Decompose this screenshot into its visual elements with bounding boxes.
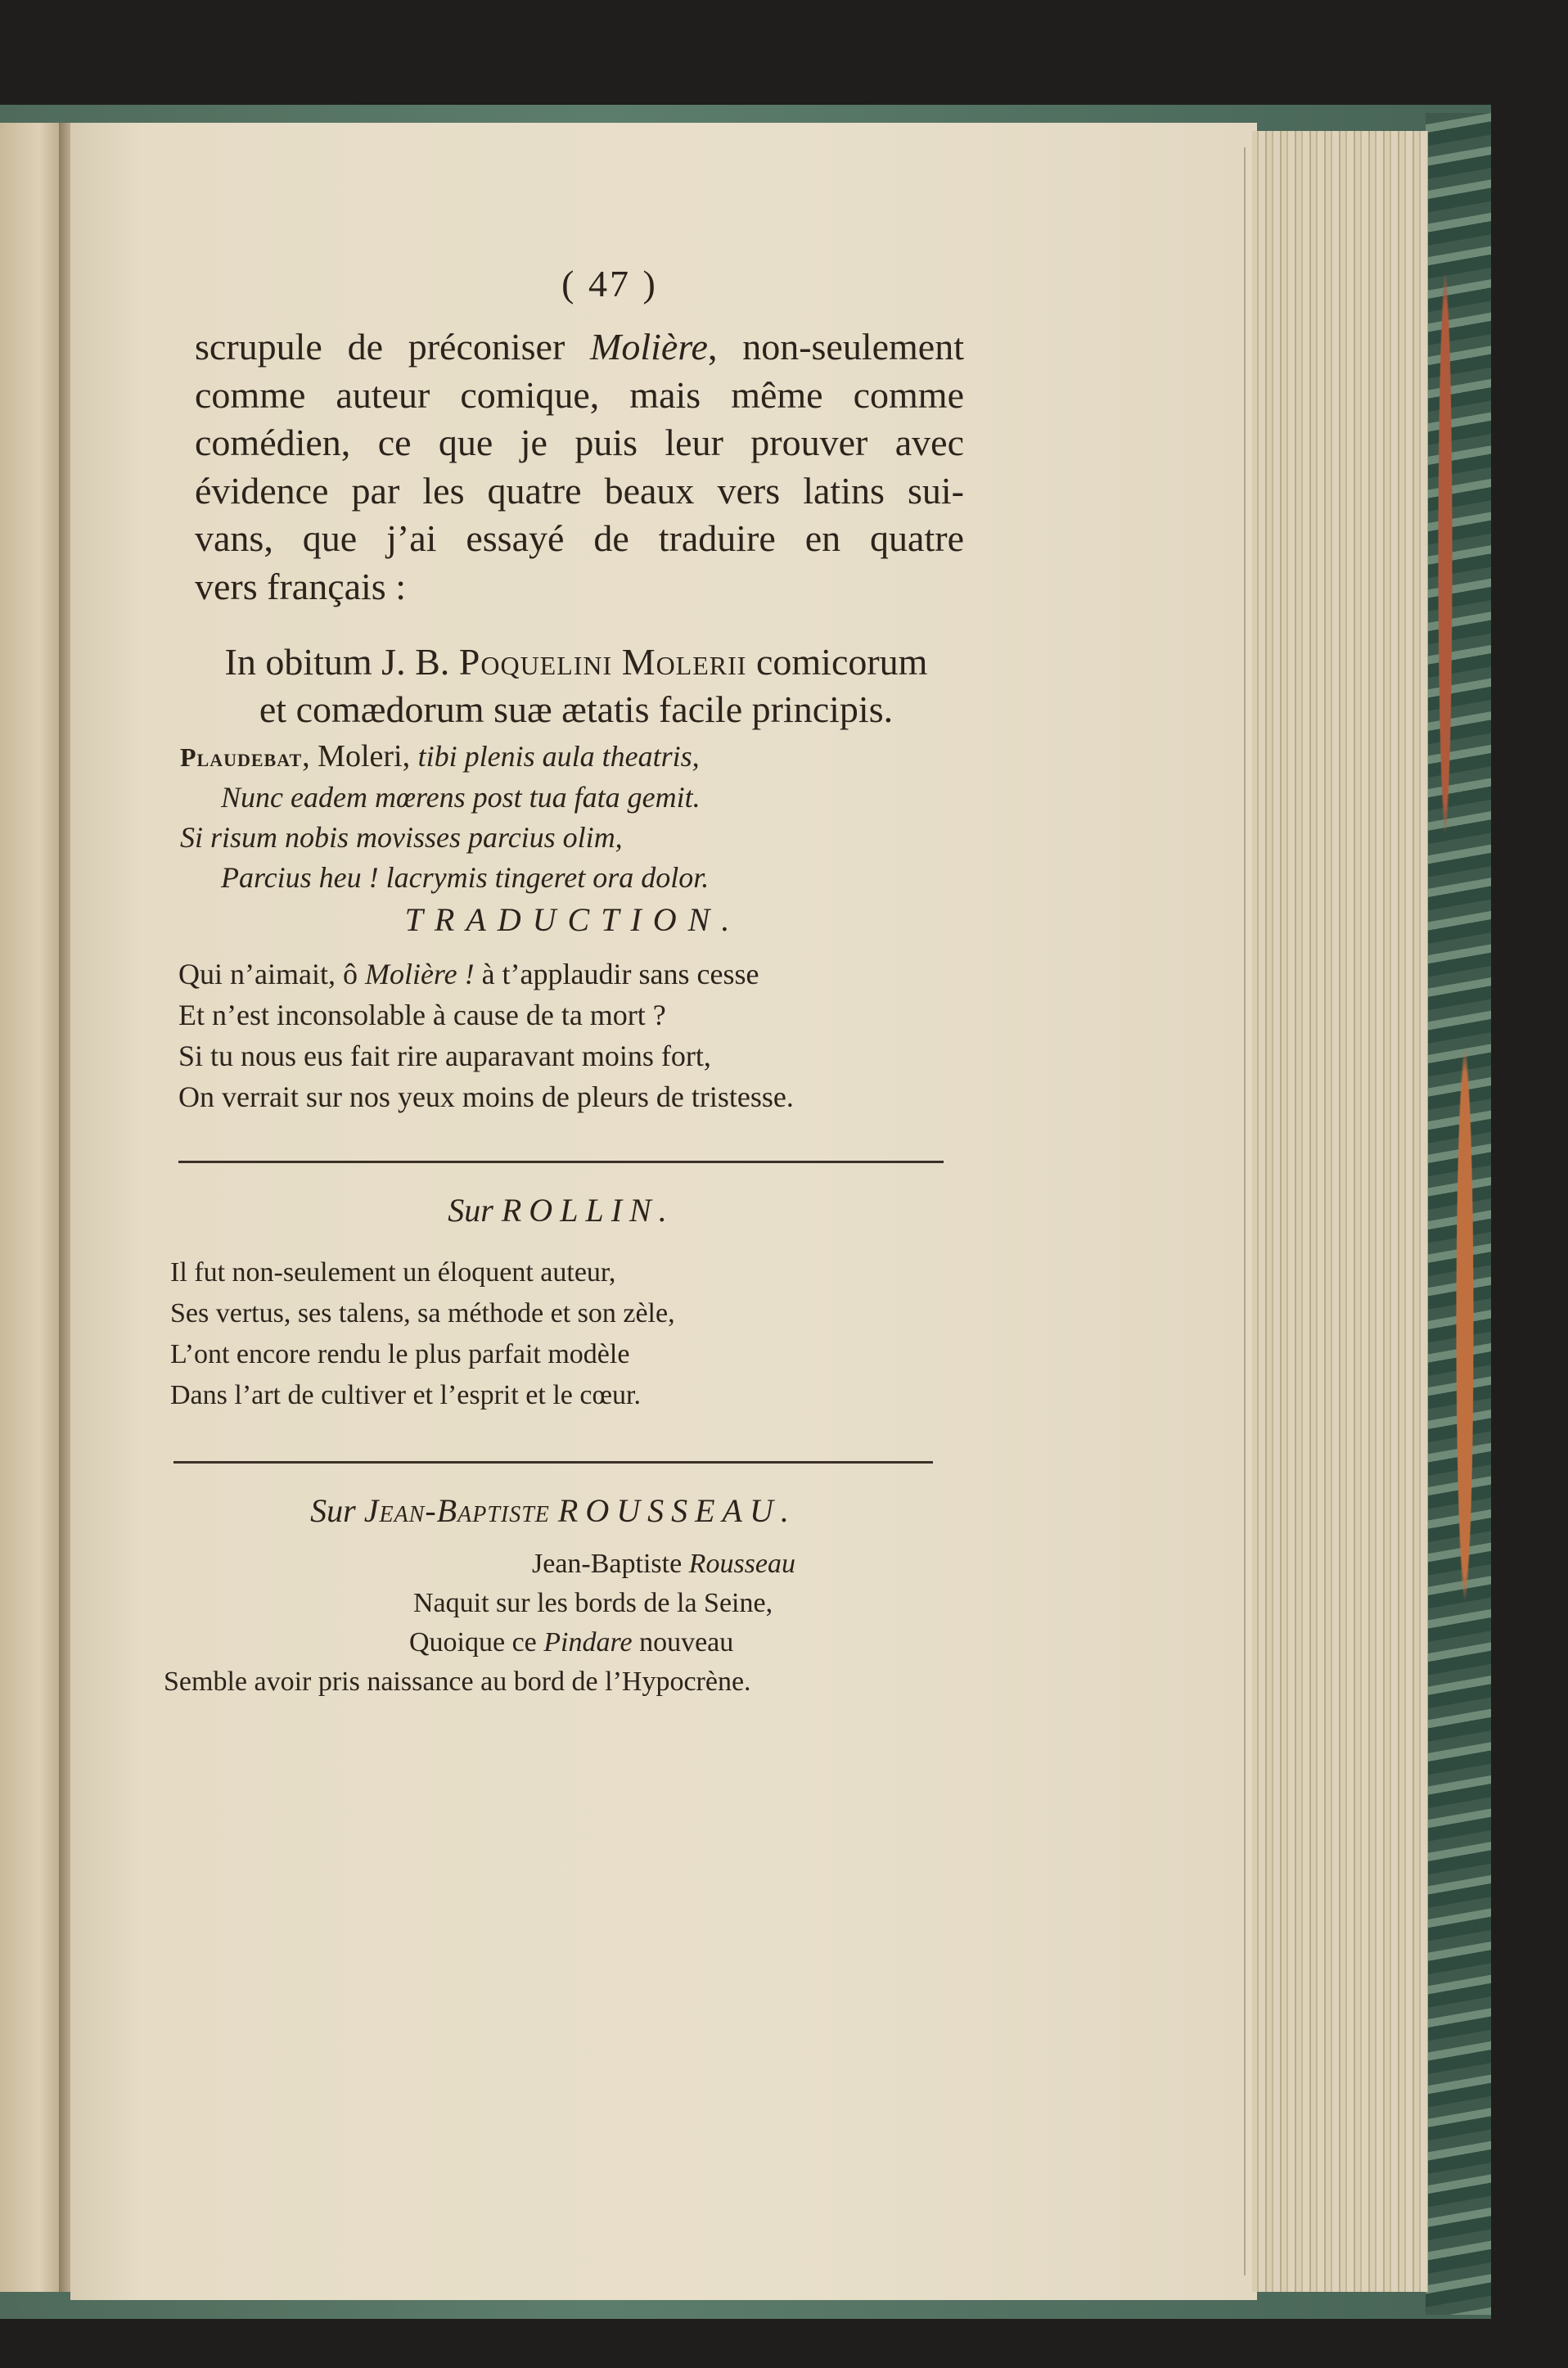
- translation-verse: [178, 954, 964, 1117]
- latin-verse: [180, 737, 966, 898]
- verse-line: L’ont encore rendu le plus parfait modèle: [170, 1339, 630, 1369]
- verse-line: Parcius heu ! lacrymis tingeret ora dolor.: [221, 861, 710, 894]
- section-divider: [178, 1161, 944, 1163]
- rousseau-section-title: Sur Jean-Baptiste ROUSSEAU.: [310, 1492, 796, 1529]
- verse-line: Plaudebat, Moleri, tibi plenis aula theatris,: [180, 739, 700, 774]
- verse-line: Il fut non-seulement un éloquent auteur,: [170, 1257, 616, 1288]
- page-number: ( 47 ): [561, 263, 658, 304]
- prose-paragraph: [195, 323, 964, 611]
- prose-line: évidence par les quatre beaux vers latins sui-: [195, 469, 964, 512]
- translation-heading: TRADUCTION.: [404, 901, 741, 938]
- verse-line: Dans l’art de cultiver et l’esprit et le cœur.: [170, 1380, 641, 1410]
- page-block-edge: [1252, 131, 1428, 2292]
- heading-line: et comædorum suæ ætatis facile principis.: [259, 688, 894, 730]
- marbled-cover-edge: [1426, 113, 1491, 2315]
- prose-line: scrupule de préconiser Molière, non-seulement: [195, 326, 964, 368]
- latin-epitaph-heading: [188, 638, 964, 733]
- page-fold-line: [1244, 147, 1246, 2276]
- verse-line: Qui n’aimait, ô Molière ! à t’applaudir sans cesse: [178, 958, 759, 990]
- verse-line: Et n’est inconsolable à cause de ta mort ?: [178, 999, 666, 1031]
- verse-line: Si tu nous eus fait rire auparavant moins fort,: [178, 1040, 711, 1072]
- prose-line: comme auteur comique, mais même comme: [195, 373, 964, 416]
- prose-line: vans, que j’ai essayé de traduire en quatre: [195, 517, 964, 559]
- verse-line: On verrait sur nos yeux moins de pleurs de tristesse.: [178, 1080, 794, 1113]
- verse-line: Semble avoir pris naissance au bord de l’Hypocrène.: [164, 1667, 751, 1697]
- rousseau-verse: [164, 1545, 900, 1702]
- verse-line: Nunc eadem mœrens post tua fata gemit.: [221, 781, 701, 814]
- rollin-verse: [170, 1252, 956, 1416]
- verse-line: Quoique ce Pindare nouveau: [409, 1627, 734, 1658]
- left-page-edge: [0, 123, 65, 2292]
- verse-line: Naquit sur les bords de la Seine,: [413, 1588, 773, 1618]
- verse-line: Si risum nobis movisses parcius olim,: [180, 821, 623, 854]
- rollin-section-title: Sur ROLLIN.: [448, 1192, 674, 1229]
- heading-line: In obitum J. B. Poquelini Molerii comicorum: [224, 641, 928, 683]
- prose-line: vers français :: [195, 565, 406, 607]
- prose-line: comédien, ce que je puis leur prouver avec: [195, 422, 964, 463]
- section-divider: [173, 1461, 933, 1464]
- verse-line: Jean-Baptiste Rousseau: [532, 1549, 795, 1579]
- verse-line: Ses vertus, ses talens, sa méthode et son zèle,: [170, 1298, 675, 1328]
